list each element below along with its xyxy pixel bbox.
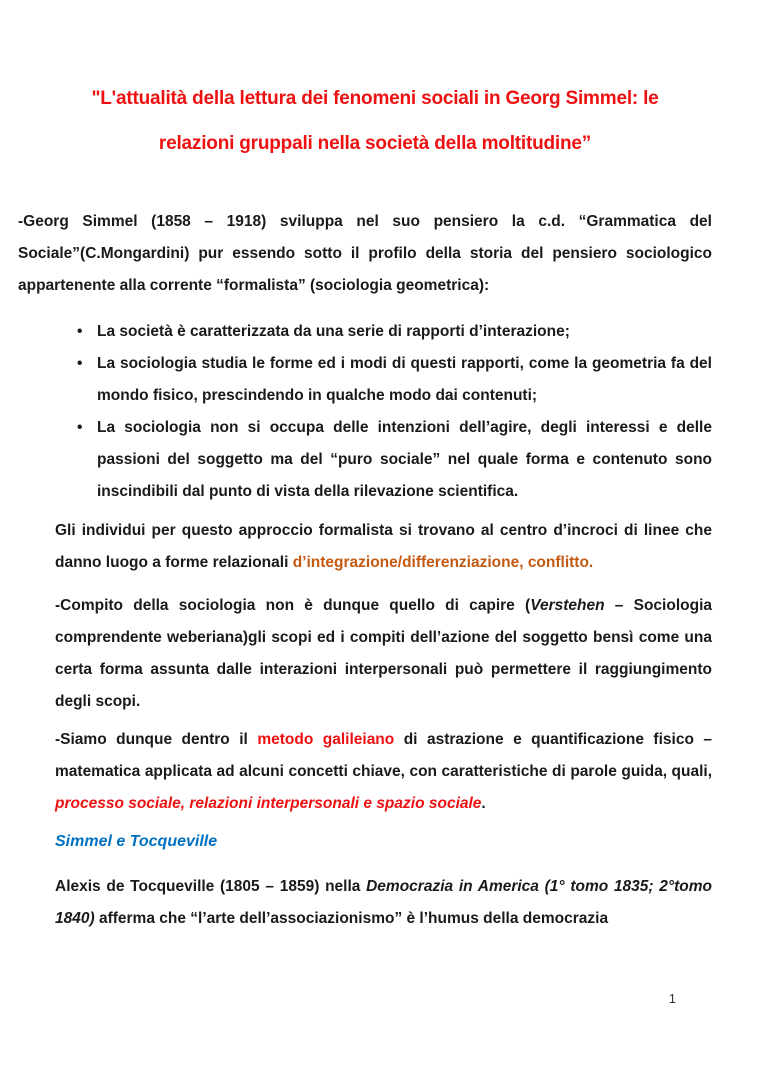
paragraph-compito	[55, 590, 712, 718]
bullet-item-2-text: La sociologia studia le forme ed i modi di questi rapporti, come la geometria fa del mondo fisico, prescindendo in qualche modo dai contenuti;	[97, 355, 712, 404]
paragraph-individui-run-orange: d’integrazione/differenziazione, conflitto.	[292, 554, 594, 571]
document-page	[0, 76, 768, 1070]
page-number: 1	[668, 991, 676, 1006]
paragraph-siamo-run-3: di astrazione e quantificazione fisico – matematica applicata ad alcuni concetti chiave, con caratteristiche di parole guida, quali,	[55, 731, 712, 780]
bullet-item-2	[18, 348, 712, 412]
section-heading-text: Simmel e Tocqueville	[55, 833, 218, 850]
section-heading-simmel-tocqueville	[55, 826, 712, 858]
paragraph-alexis	[55, 871, 712, 935]
paragraph-siamo	[55, 724, 712, 820]
paragraph-alexis-run-democrazia: Democrazia in America (1° tomo 1835; 2°tomo 1840)	[55, 878, 712, 927]
bullet-item-1-text: La società è caratterizzata da una serie di rapporti d’interazione;	[97, 323, 570, 340]
title-line-1: "L'attualità della lettura dei fenomeni sociali in Georg Simmel: le	[91, 88, 659, 109]
paragraph-compito-run-3: – Sociologia comprendente weberiana)gli scopi ed i compiti dell’azione del soggetto bensì come una certa forma assunta dalle interazioni interpersonali può permettere il raggiungimento degli scopi.	[55, 597, 712, 710]
paragraph-siamo-run-5: .	[481, 795, 486, 812]
bullet-item-1	[18, 316, 712, 348]
paragraph-georg-simmel-text: -Georg Simmel (1858 – 1918) sviluppa nel suo pensiero la c.d. “Grammatica del Sociale”(C.Mongardini) pur essendo sotto il profilo della storia del pensiero sociologico appartenente alla corrente “formalista” (sociologia geometrica):	[18, 213, 712, 294]
bullet-icon: •	[77, 419, 83, 436]
paragraph-compito-run-1: -Compito della sociologia non è dunque quello di capire (	[55, 597, 531, 614]
paragraph-siamo-run-parole-guida: processo sociale, relazioni interpersonali e spazio sociale	[55, 795, 482, 812]
bullet-item-3-text: La sociologia non si occupa delle intenzioni dell’agire, degli interessi e delle passioni del soggetto ma del “puro sociale” nel quale forma e contenuto sono inscindibili dal punto di vista della rilevazione scientifica.	[97, 419, 712, 500]
paragraph-georg-simmel	[18, 206, 712, 302]
bullet-icon: •	[77, 323, 83, 340]
bullet-item-3	[18, 412, 712, 508]
paragraph-alexis-run-1: Alexis de Tocqueville (1805 – 1859) nella	[55, 878, 367, 895]
bullet-icon: •	[77, 355, 83, 372]
title-line-2: relazioni gruppali nella società della moltitudine”	[158, 133, 592, 154]
paragraph-siamo-run-metodo: metodo galileiano	[257, 731, 395, 748]
paragraph-compito-run-verstehen: Verstehen	[530, 597, 605, 614]
paragraph-alexis-run-3: afferma che “l’arte dell’associazionismo” è l’humus della democrazia	[94, 910, 609, 927]
paragraph-individui	[55, 515, 712, 579]
document-title	[38, 76, 712, 166]
paragraph-siamo-run-1: -Siamo dunque dentro il	[55, 731, 258, 748]
paragraph-individui-run-1: Gli individui per questo approccio formalista si trovano al centro d’incroci di linee che danno luogo a forme relazionali	[55, 522, 712, 571]
bullet-list	[18, 316, 712, 508]
